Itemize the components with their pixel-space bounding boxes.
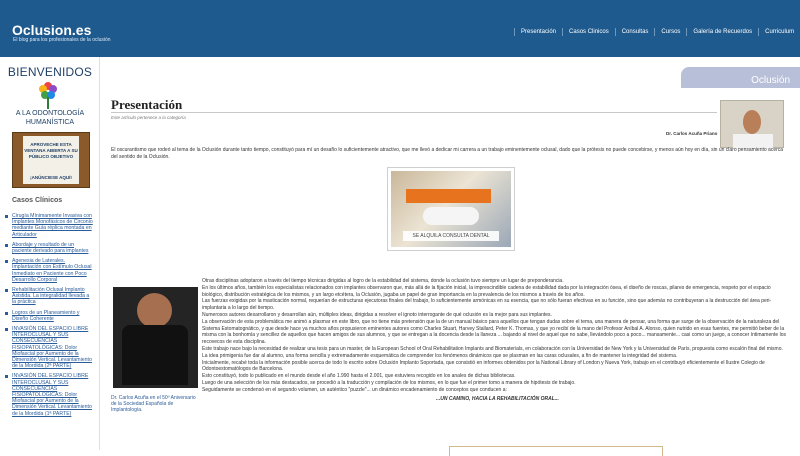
site-logo[interactable]: Oclusion.es (12, 22, 92, 38)
flower-icon (35, 79, 61, 109)
award-caption[interactable]: Dr. Carlos Acuña en el 50º Aniversario de la Sociedad Española de Implantología. (111, 395, 196, 414)
sidebar-case-link[interactable]: Rehabilitación Oclusal Implanto Asistida. La integralidad llevada a la práctica (5, 287, 93, 306)
closing-line: ...UN CAMINO, HACIA LA REHABILITACIÓN ORAL... (436, 395, 559, 402)
main-content (103, 67, 800, 450)
sidebar-case-link[interactable]: Abordaje y resultado de un paciente derivado para implantes (5, 242, 93, 254)
award-person-face (137, 293, 172, 328)
sidebar-case-link[interactable]: INVASIÓN DEL ESPACIO LIBRE INTEROCLUSAL Y SUS CONSECUENCIAS FISIOPATOLÓGICAS: Dolor Miofascial por Aumento de la Dimensión Vertical. Levantamiento de la Mordida (1ª PARTE) (5, 373, 93, 416)
clinical-cases-list (5, 213, 93, 421)
author-caption: Dr. Carlos Acuña Priano (666, 131, 718, 136)
clinic-ad-image[interactable] (387, 167, 515, 251)
author-photo (720, 100, 784, 148)
body-paragraph: Seguidamente se condensó en el segundo volumen, un auténtico "puzzle"... un dinámico encadenamiento de conceptos que conducen a: (202, 386, 507, 393)
left-sidebar (0, 57, 100, 450)
advertise-window[interactable] (23, 136, 79, 184)
nav-item-cursos[interactable]: Cursos (654, 28, 686, 36)
body-paragraph: Este trabajo nace bajo la necesidad de realizar una tesis para un master, de la European School of Oral Rehabilitation Implants and Biomaterials, en colaboración con la Universidad de New York y la Universidad de París, propuesta como escalón final del mismo. (202, 345, 783, 352)
article-body (111, 278, 799, 450)
nav-item-consultas[interactable]: Consultas (615, 28, 655, 36)
title-divider (111, 112, 717, 113)
advertise-text: APROVECHE ESTA VENTANA ABIERTA A SU PÚBLICO OBJETIVO (24, 142, 78, 159)
body-paragraph: Las fuerzas exigidas por la masticación normal, requerían de estructuras ejecutoras finales del trabajo, lo suficientemente armónicas en su esencia, que no sólo fueran efectivas en su función, sino que además no contribuyeran a la destrucción del área peri-implantaria a lo largo del tiempo. (202, 298, 772, 312)
nav-item-galeria[interactable]: Galería de Recuerdos (686, 28, 758, 36)
next-section-box (449, 446, 663, 456)
body-paragraph: Luego de una selección de los más destacados, se procedió a la traducción y compilación de los mismos, en lo que fue el primer tomo a manera de hipótesis de trabajo. (202, 379, 576, 386)
dental-clinic-photo (391, 171, 511, 247)
award-photo (113, 287, 198, 388)
main-nav (514, 28, 800, 36)
body-paragraph: La idea primigenia fue dar al alumno, una forma sencilla y extremadamente esquemática de comprender los fenómenos dinámicos que se plasman en las caras oclusales, a fin de mantener la integridad del sistema. (202, 352, 678, 359)
advertise-link[interactable]: ¡ANÚNCIESE AQUÍ! (30, 175, 72, 180)
sidebar-section-title: Casos Clínicos (12, 197, 63, 204)
category-banner (681, 67, 800, 88)
body-paragraph: La observación de esta problemática me animó a plasmar en este libro, que no tiene más pretensión que la de un manual básico para aquellos que tengan dudas sobre el tema, una manera de pensar, una forma que surge de la observación de la naturaleza del Sistema Estomatognático, y que desde hace ya muchos años propusieron eminentes autores como Charles Stuart, Harvey Stallard, Peter K. Thomas, y que yo recibí de la mano del Profesor Aníbal A. Alonso, quien nutrido en esas fuentes, me permitió beber de la misma con la bonhomía y sencillez de aquellos que hacen amigos de sus alumnos, y que se entregan a la docencia desde la llaneza ... bajando al nivel de aquel que no sabe, llevándolo poco a poco... mansamente... casi como un juego, a conocer íntimamente los recovecos de esta disciplina. (202, 318, 786, 346)
body-paragraph: Inicialmente, recabé toda la información posible acerca de todo lo escrito sobre Oclusión Implanto Soportada, que consistió en informes obtenidos por la National Library of London y Nueva York, trabajo en el contribuyó eficientemente el Ilustre Colegio de Odontoestomatólogos de Barcelona. (202, 359, 765, 373)
orange-ceiling (406, 189, 491, 203)
welcome-heading: BIENVENIDOS (7, 65, 93, 79)
body-paragraph: En los últimos años, también los especialistas relacionados con implantes observaron que, más allá de la fijación inicial, la imprescindible cadena de estabilidad dada por la integración ósea, el diseño de roscas, pilares de emergencia, respeto por el espacio biológico, distribución estratégica de los mismos, y un largo etcétera, la Oclusión, jugaba un papel de gran importancia en la prevalencia de los mismos a través de los años. (202, 284, 771, 298)
clinic-ad-label: SE ALQUILA CONSULTA DENTAL (403, 231, 499, 241)
body-paragraph: Numerosos autores desarrollaron y desarrollan aún, múltiples ideas, dirigidas a resolver el ignoto interrogante de qué oclusión es la mejor para sus implantes. (202, 311, 552, 318)
site-header (0, 0, 800, 57)
nav-item-presentacion[interactable]: Presentación (514, 28, 562, 36)
sidebar-case-link[interactable]: Agenesia de Laterales. Implantación con Estímulo Oclusal Inmediato en Paciente con Poco Desarrollo Corporal (5, 258, 93, 283)
sidebar-case-link[interactable]: INVASIÓN DEL ESPACIO LIBRE INTEROCLUSAL Y SUS CONSECUENCIAS FISIOPATOLÓGICAS: Dolor Miofascial por Aumento de la Dimensión Vertical. Levantamiento de la Mordida (2ª PARTE) (5, 326, 93, 369)
banner-text: Oclusión (751, 75, 790, 86)
site-tagline: El blog para los profesionales de la oclusión (13, 37, 111, 43)
category-note: Este artículo pertenece a la categoría (111, 115, 186, 120)
sidebar-case-link[interactable]: Cirugía Mínimamente Invasiva con Implantes Monofásicos de Circonio mediante Guía réplica montada en Articulador (5, 213, 93, 238)
advertise-banner[interactable] (12, 132, 90, 188)
body-paragraph: Otras disciplinas adoptaron a través del tiempo técnicas dirigidas al logro de la estabilidad del sistema, donde la oclusión tuvo siempre un lugar de preponderancia. (202, 278, 564, 284)
intro-paragraph: El oscurantismo que rodeó al tema de la Oclusión durante tanto tiempo, constituyó para mí un desafío lo suficientemente atractivo, que me llevó a dedicar mi carrera a un trabajo eminentemente oclusal, dado que la prótesis no puede concebirse, y menos aún hoy en día, sin un claro pensamiento acerca del sentido de la Oclusión. (111, 147, 784, 160)
dental-chair (423, 207, 479, 225)
award-person-suit (122, 325, 188, 385)
nav-item-casos-clinicos[interactable]: Casos Clinicos (562, 28, 615, 36)
body-paragraph: Esto constituyó, todo lo publicado en el mundo desde el año 1.990 hasta el 2.001, que estuviera recogido en los anales de dichas bibliotecas. (202, 373, 516, 380)
page-title: Presentación (111, 97, 183, 112)
humanistic-heading: A LA ODONTOLOGÍA HUMANÍSTICA (15, 110, 85, 126)
body-text (202, 278, 793, 402)
nav-item-curriculum[interactable]: Curriculum (758, 28, 800, 36)
sidebar-case-link[interactable]: Logros de un Planeamiento y Diseño Coherente (5, 310, 93, 322)
author-face-image (743, 110, 761, 134)
